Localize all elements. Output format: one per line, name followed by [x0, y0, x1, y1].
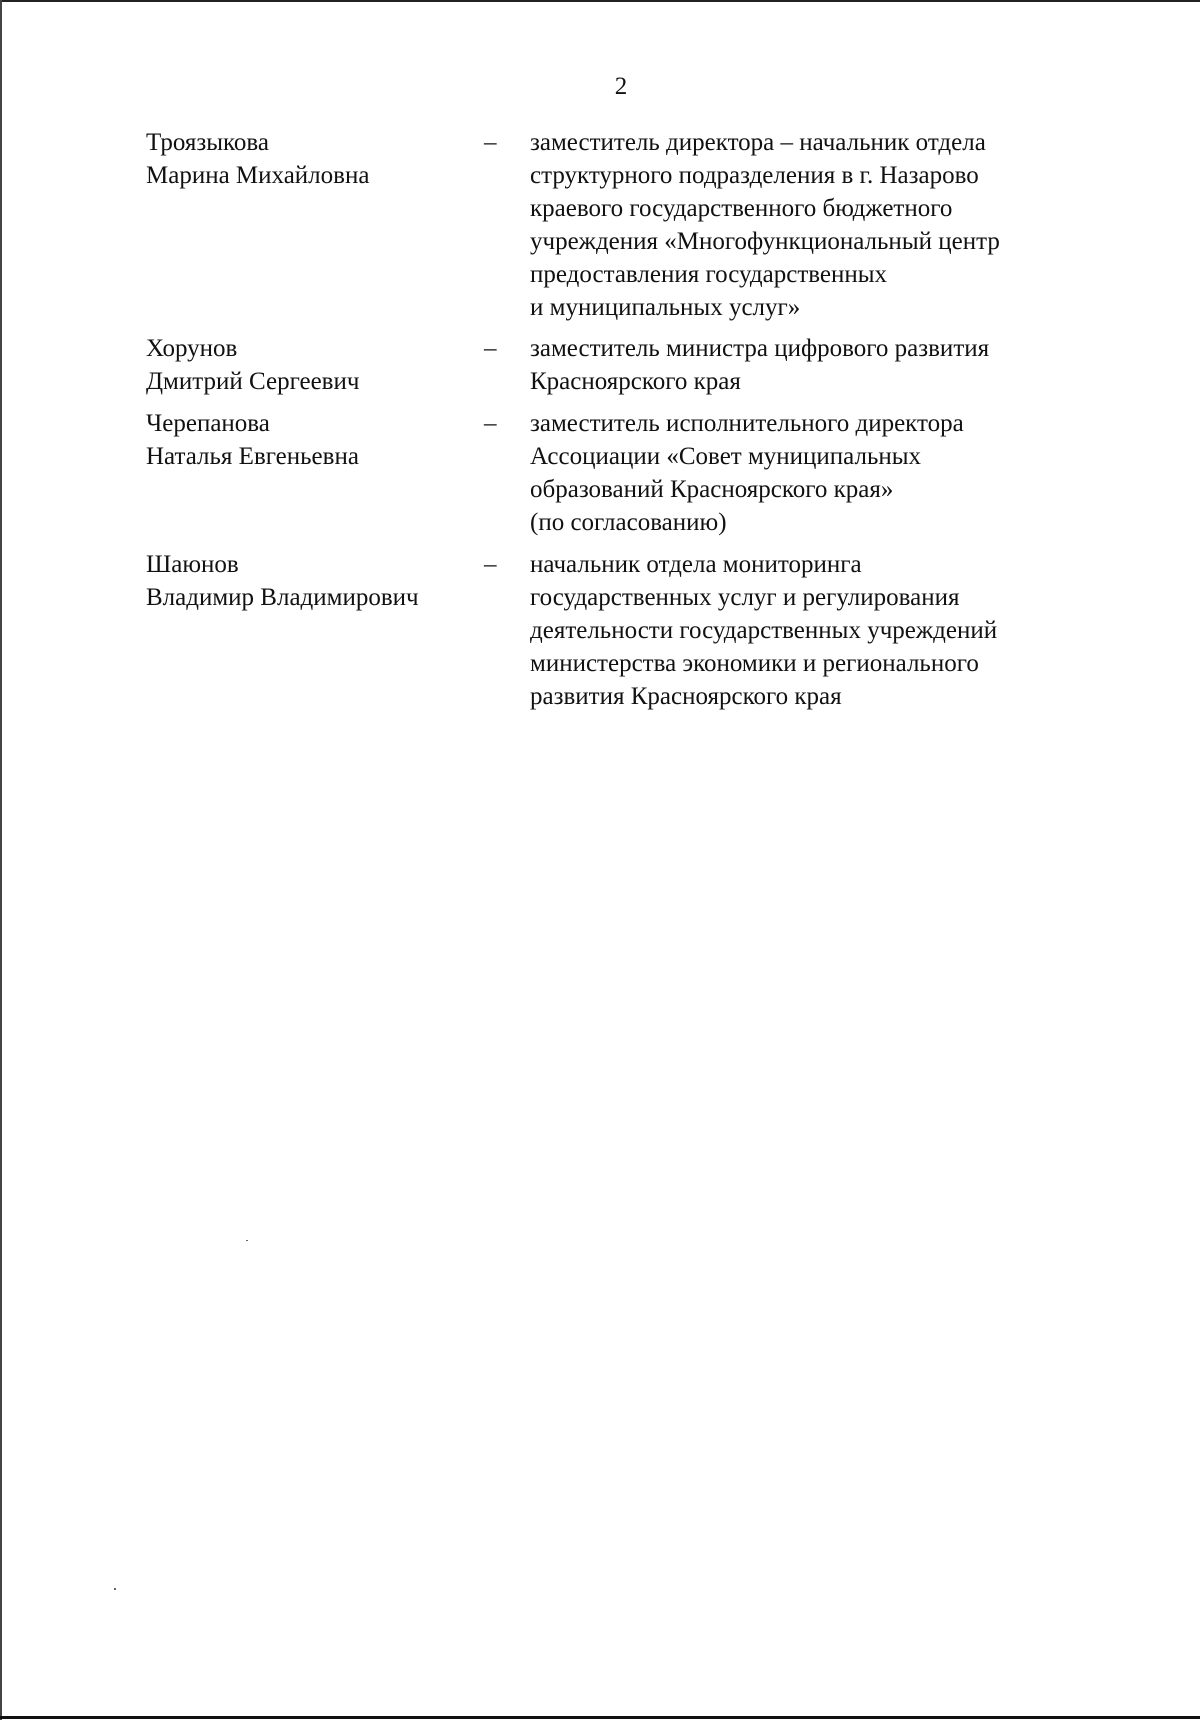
member-row [146, 126, 1066, 332]
member-role-line: структурного подразделения в г. Назарово [530, 162, 979, 189]
member-surname: Хорунов [146, 335, 238, 362]
member-role-line: деятельности государственных учреждений [530, 617, 998, 644]
member-role-line: заместитель исполнительного директора [530, 410, 964, 437]
member-role-line: заместитель министра цифрового развития [530, 335, 990, 362]
scan-left-edge [0, 0, 2, 1720]
scan-speck [114, 1588, 116, 1590]
member-role-line: Ассоциации «Совет муниципальных [530, 443, 922, 470]
members-list [146, 126, 1066, 710]
member-role [530, 548, 1066, 713]
member-given-names: Наталья Евгеньевна [146, 443, 359, 470]
member-role-line: государственных услуг и регулирования [530, 584, 960, 611]
member-role-line: начальник отдела мониторинга [530, 551, 862, 578]
member-given-names: Владимир Владимирович [146, 584, 419, 611]
member-row [146, 407, 1066, 548]
scan-speck [246, 1240, 248, 1241]
member-surname: Шаюнов [146, 551, 239, 578]
member-surname: Черепанова [146, 410, 270, 437]
scan-top-edge [0, 0, 1200, 2]
member-name [146, 332, 466, 398]
member-row [146, 332, 1066, 407]
member-role [530, 332, 1066, 398]
member-role-line: (по согласованию) [530, 509, 727, 536]
member-name [146, 548, 466, 614]
member-given-names: Марина Михайловна [146, 162, 370, 189]
member-role-line: учреждения «Многофункциональный центр [530, 228, 1000, 255]
member-dash: – [484, 410, 497, 437]
page-number: 2 [614, 73, 628, 100]
member-dash: – [484, 551, 497, 578]
member-dash: – [484, 129, 497, 156]
member-role-line: краевого государственного бюджетного [530, 195, 953, 222]
member-role [530, 407, 1066, 539]
member-role-line: Красноярского края [530, 368, 741, 395]
member-role-line: предоставления государственных [530, 261, 888, 288]
member-surname: Троязыкова [146, 129, 269, 156]
scan-bottom-edge [0, 1716, 1200, 1719]
member-role-line: и муниципальных услуг» [530, 294, 801, 321]
member-name [146, 126, 466, 192]
member-role-line: развития Красноярского края [530, 683, 842, 710]
member-given-names: Дмитрий Сергеевич [146, 368, 360, 395]
member-role-line: министерства экономики и регионального [530, 650, 979, 677]
member-role [530, 126, 1066, 324]
member-name [146, 407, 466, 473]
member-role-line: заместитель директора – начальник отдела [530, 129, 986, 156]
member-role-line: образований Красноярского края» [530, 476, 894, 503]
member-dash: – [484, 335, 497, 362]
member-row [146, 548, 1066, 710]
